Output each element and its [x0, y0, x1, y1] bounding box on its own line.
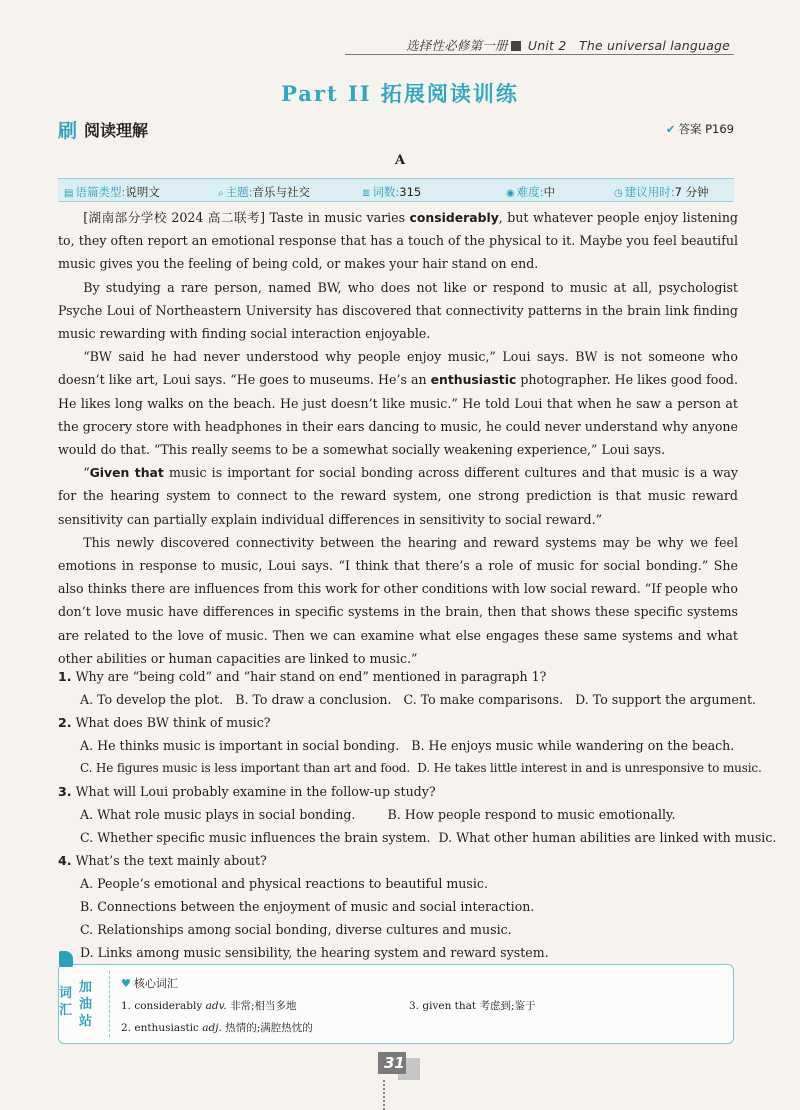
passage-text: [58, 206, 738, 670]
question-4: [58, 853, 748, 868]
passage-info-bar: [58, 178, 734, 202]
check-icon: ✔: [665, 122, 676, 136]
option-a[interactable]: A. To develop the plot.: [80, 692, 224, 707]
option-d[interactable]: D. Links among music sensibility, the hearing system and reward system.: [80, 945, 549, 960]
info-time-label: 建议用时:: [624, 185, 675, 199]
unit-label: Unit 2: [527, 38, 567, 53]
question-1-options: [80, 692, 756, 707]
option-b[interactable]: B. Connections between the enjoyment of music and social interaction.: [80, 899, 535, 914]
info-topic: [218, 184, 310, 200]
paragraph-3: “BW said he had never understood why people enjoy music,” Loui says. BW is not someone who doesn’t like art, Loui says. “He goes to museums. He’s an enthusiastic photographer. He likes good food. He likes long walks on the beach. He just doesn’t like music.” He told Loui that when he saw a person at the grocery store with headphones in their ears dancing to music, he could never understand why anyone would do that. “This really seems to be a somewhat socially weakening experience,” Loui says.: [58, 349, 738, 458]
info-genre-value: 说明文: [125, 185, 160, 199]
option-a[interactable]: A. He thinks music is important in social bonding.: [80, 738, 400, 753]
separator-block: [511, 41, 521, 51]
info-words-value: 315: [399, 185, 422, 199]
question-3-options-row1: [80, 807, 675, 822]
option-b[interactable]: B. To draw a conclusion.: [235, 692, 392, 707]
paragraph-4: “Given that music is important for social bonding across different cultures and that music is a way for the hearing system to connect to the reward system, one strong prediction is that music reward sensitivity can partially explain individual differences in sensitivity to social reward.”: [58, 465, 738, 527]
answer-reference: [666, 121, 734, 137]
info-difficulty-value: 中: [543, 185, 556, 199]
list-icon: ≣: [362, 188, 371, 199]
vocab-title: [121, 975, 178, 991]
question-number: 1.: [58, 669, 72, 684]
part-title: Part II 拓展阅读训练: [281, 81, 519, 106]
info-difficulty-label: 难度:: [516, 185, 544, 199]
section-title: 阅读理解: [84, 121, 149, 140]
paragraph-5: This newly discovered connectivity between the hearing and reward systems may be why we feel emotions in response to music, Loui says. “I think that there’s a role of music for social bonding.” She also thinks there are influences from this work for other conditions with low social reward. “If people who don’t love music have differences in specific systems in the brain, then that shows these specific systems are related to the love of music. Then we can examine what else engages these same systems and what other abilities or human capacities are linked to music.”: [58, 534, 738, 666]
header-rule: [345, 54, 734, 55]
question-text: Why are “being cold” and “hair stand on end” mentioned in paragraph 1?: [75, 669, 547, 684]
option-d[interactable]: D. He takes little interest in and is unresponsive to music.: [417, 761, 762, 775]
option-b[interactable]: B. He enjoys music while wandering on the beach.: [411, 738, 735, 753]
option-b[interactable]: B. How people respond to music emotionally.: [387, 807, 676, 822]
vocab-side-word2: 加油站: [79, 980, 93, 1029]
info-genre: [64, 184, 160, 200]
paragraph-1: [湖南部分学校 2024 高二联考] Taste in music varies considerably, but whatever people enjoy listening to, they often report an emotional response that has a touch of the physical to it. Maybe you feel beautiful music gives you the feeling of being cold, or makes your hair stand on end.: [58, 210, 738, 272]
vocabulary-box: [58, 964, 734, 1044]
passage-letter: A: [394, 153, 406, 168]
gauge-icon: ◉: [506, 188, 515, 199]
question-text: What will Loui probably examine in the follow-up study?: [75, 784, 436, 799]
option-c[interactable]: C. Relationships among social bonding, diverse cultures and music.: [80, 922, 512, 937]
question-3-options-row2: [80, 830, 776, 845]
search-icon: ⌕: [218, 188, 224, 199]
vocab-flag-icon: [59, 951, 73, 967]
section-heading: [58, 116, 734, 142]
clock-icon: ◷: [614, 188, 623, 199]
info-time: [614, 184, 709, 200]
question-2-options-row1: [80, 738, 734, 753]
info-words-label: 词数:: [372, 185, 400, 199]
vocab-side-label: [57, 977, 105, 1035]
info-difficulty: [506, 184, 555, 200]
question-number: 3.: [58, 784, 72, 799]
question-number: 4.: [58, 853, 72, 868]
info-time-value: 7 分钟: [674, 185, 709, 199]
question-number: 2.: [58, 715, 72, 730]
key-word: enthusiastic: [430, 372, 517, 388]
question-text: What’s the text mainly about?: [75, 853, 267, 868]
paragraph-2: By studying a rare person, named BW, who does not like or respond to music at all, psychologist Psyche Loui of Northeastern University has discovered that connectivity patterns in the brain link finding music rewarding with finding social interaction enjoyable.: [58, 279, 738, 342]
vocab-title-text: 核心词汇: [133, 977, 178, 990]
document-icon: ▤: [64, 188, 74, 199]
option-c[interactable]: C. He figures music is less important than art and food.: [80, 761, 410, 775]
info-genre-label: 语篇类型:: [75, 185, 126, 199]
option-d[interactable]: D. What other human abilities are linked with music.: [438, 830, 777, 845]
option-d[interactable]: D. To support the argument.: [575, 692, 757, 707]
info-topic-label: 主题:: [225, 185, 253, 199]
pin-icon: ♥: [121, 977, 131, 990]
info-topic-value: 音乐与社交: [252, 185, 310, 199]
section-badge: 刷: [58, 120, 78, 142]
option-c[interactable]: C. Whether specific music influences the brain system.: [80, 830, 431, 845]
info-words: [362, 184, 421, 200]
book-name: 选择性必修第一册: [406, 38, 508, 53]
answer-reference-text: 答案 P169: [678, 122, 734, 136]
key-word: Given that: [89, 465, 164, 481]
vocab-item-2: 2. enthusiastic adj. 热情的;满腔热忱的: [121, 1022, 313, 1034]
unit-title: The universal language: [579, 38, 730, 53]
vocab-side-word1: 词汇: [59, 986, 73, 1018]
vocab-item-1: 1. considerably adv. 非常;相当多地: [121, 1000, 297, 1012]
question-2-options-row2: [80, 761, 762, 775]
vocab-divider: [109, 971, 110, 1037]
vocab-item-3: 3. given that 考虑到;鉴于: [409, 1000, 536, 1012]
question-3: [58, 784, 748, 799]
key-word: considerably: [409, 210, 499, 225]
page-number-text: 31: [384, 1054, 405, 1072]
binding-dots: [383, 1080, 385, 1110]
running-header: [406, 36, 730, 54]
question-text: What does BW think of music?: [75, 715, 271, 730]
question-1: [58, 669, 748, 684]
question-2: [58, 715, 748, 730]
option-a[interactable]: A. People’s emotional and physical reactions to beautiful music.: [80, 876, 488, 891]
option-a[interactable]: A. What role music plays in social bonding.: [80, 807, 356, 822]
option-c[interactable]: C. To make comparisons.: [403, 692, 564, 707]
page-number: [378, 1052, 422, 1076]
